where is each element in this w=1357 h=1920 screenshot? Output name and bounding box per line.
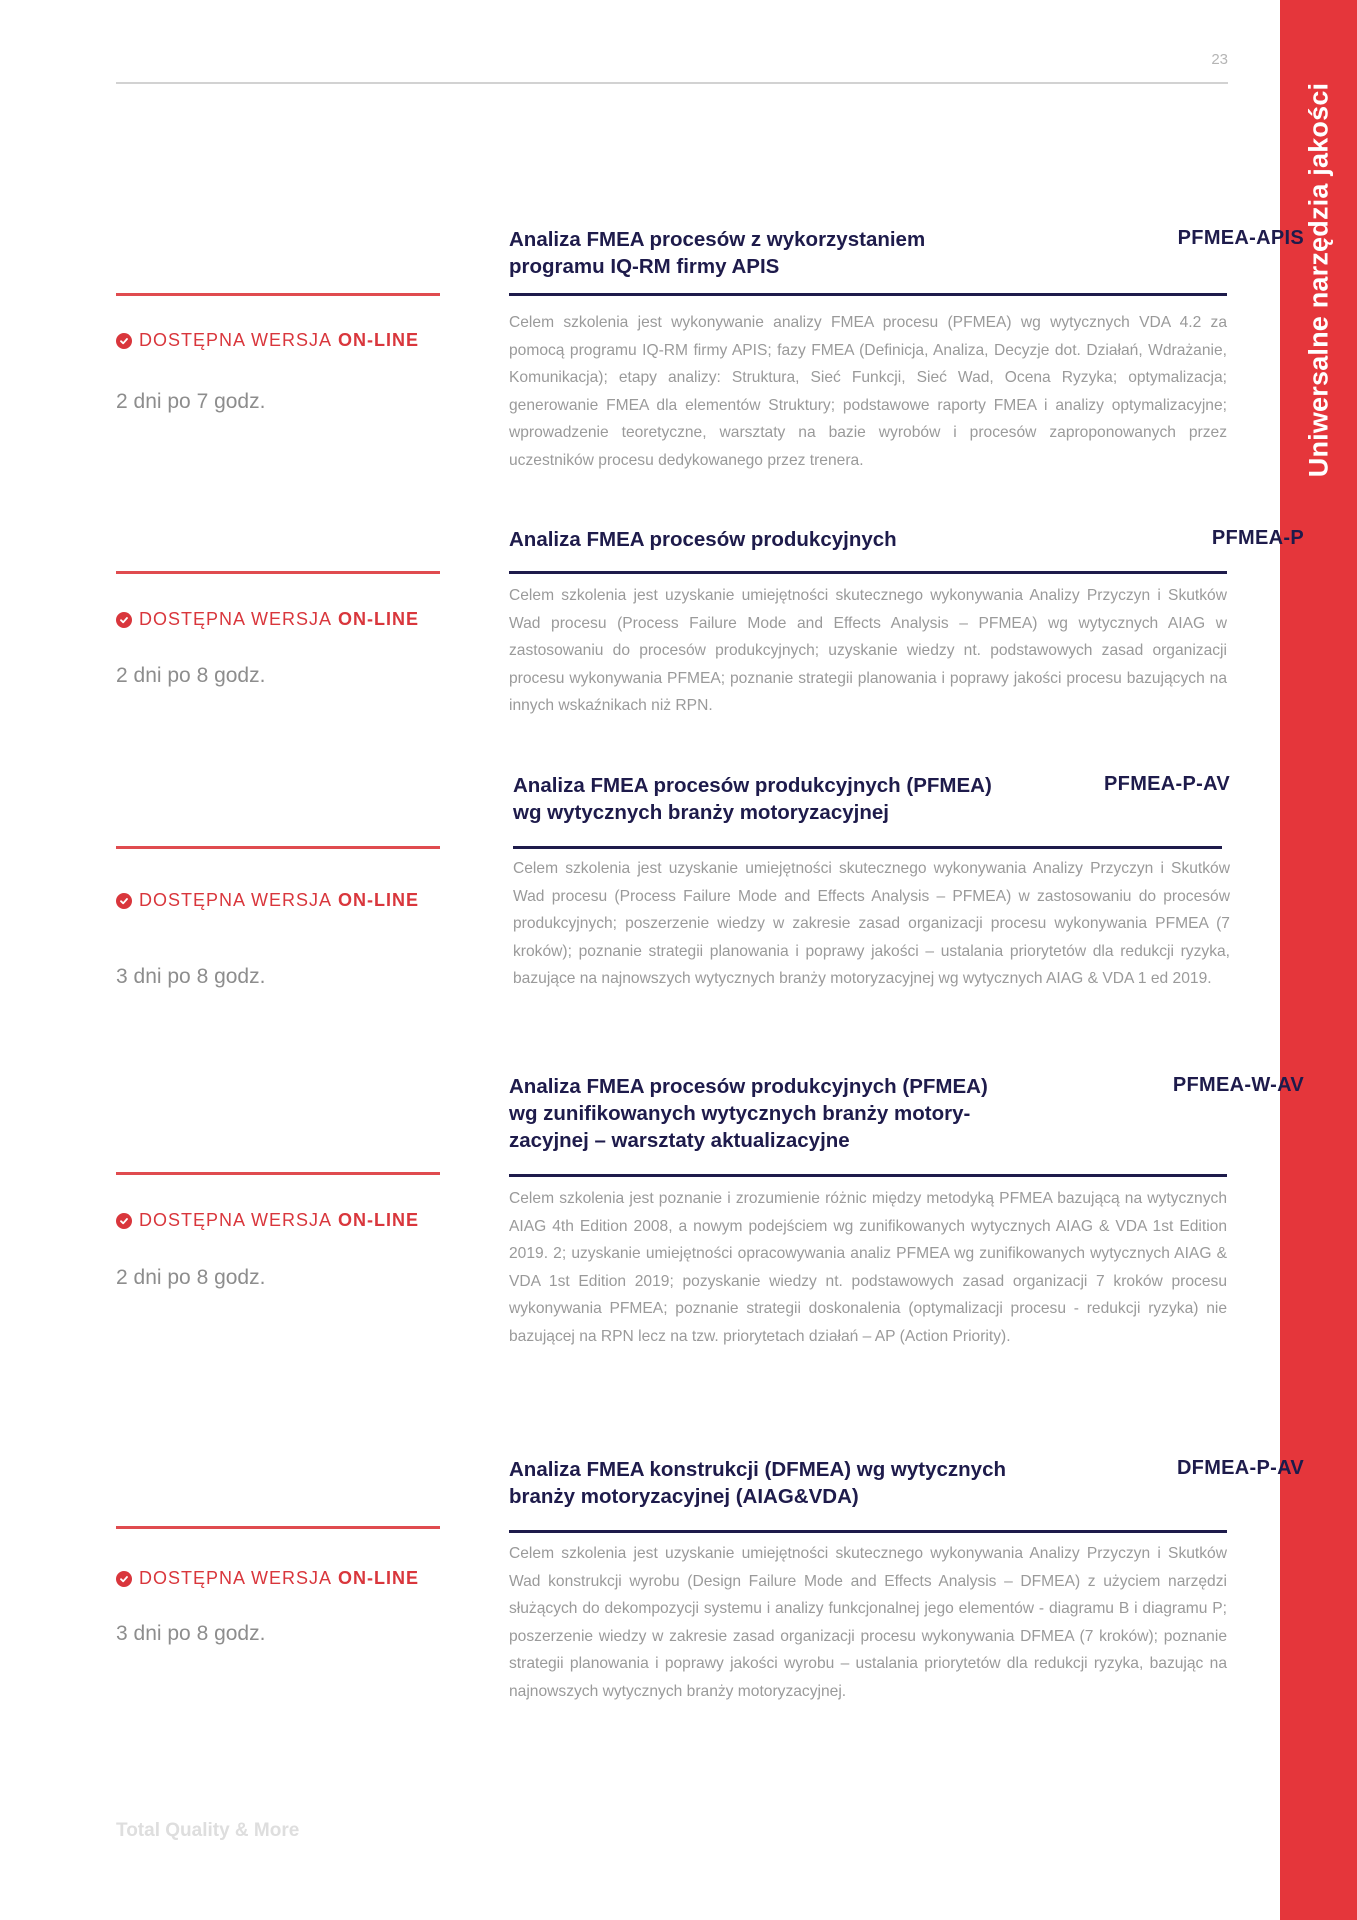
course-title-line: Analiza FMEA procesów z wykorzystaniem <box>509 228 926 251</box>
header-divider <box>116 82 1228 84</box>
badge-strong-label: ON-LINE <box>338 609 420 629</box>
course-description: Celem szkolenia jest uzyskanie umiejętności skutecznego wykonywania Analizy Przyczyn i Skutków Wad konstrukcji wyrobu (Design Failure Mode and Effects Analysis – DFMEA) z użyciem narzędzi służących do dekompozycji systemu i analizy funkcjonalnej jego elementów - diagramu B i diagramu P; poszerzenie wiedzy w zakresie zasad organizacji procesu wykonywania DFMEA (7 kroków); poznanie strategii planowania i poprawy jakości wyrobu – ustalania priorytetów dla redukcji ryzyka, bazując na najnowszych wytycznych branży motoryzacyjnej. <box>509 1545 1227 1700</box>
course-duration: 2 dni po 8 godz. <box>116 1266 266 1289</box>
course-title-line: zacyjnej – warsztaty aktualizacyjne <box>509 1129 850 1152</box>
course-description: Celem szkolenia jest uzyskanie umiejętności skutecznego wykonywania Analizy Przyczyn i Skutków Wad procesu (Process Failure Mode and Effects Analysis – PFMEA) wg wytycznych AIAG w zastosowaniu do procesów produkcyjnych; uzyskanie wiedzy nt. podstawowych zasad organizacji procesu wykonywania PFMEA; poznanie strategii planowania i poprawy jakości procesu bazujących na innych wskaźnikach niż RPN. <box>509 587 1227 715</box>
page-number: 23 <box>1211 51 1228 68</box>
course-code: PFMEA-APIS <box>1177 227 1304 249</box>
badge-label: DOSTĘPNA WERSJA <box>139 609 333 629</box>
online-badge <box>116 890 419 911</box>
course-code: PFMEA-P <box>1211 527 1304 549</box>
title-divider <box>509 571 1227 574</box>
accent-divider <box>116 1526 440 1529</box>
check-circle-icon <box>116 1213 132 1229</box>
course-title-line: Analiza FMEA konstrukcji (DFMEA) wg wytycznych <box>509 1458 1007 1481</box>
accent-divider <box>116 293 440 296</box>
badge-label: DOSTĘPNA WERSJA <box>139 1568 333 1588</box>
title-divider <box>509 293 1227 296</box>
course-title <box>509 1456 1029 1510</box>
badge-strong-label: ON-LINE <box>338 890 420 910</box>
online-badge <box>116 330 419 351</box>
online-badge <box>116 609 419 630</box>
course-title-line: branży motoryzacyjnej (AIAG&VDA) <box>509 1485 859 1508</box>
course-title-line: programu IQ-RM firmy APIS <box>509 255 780 278</box>
accent-divider <box>116 846 440 849</box>
course-title <box>509 1073 1029 1154</box>
title-divider <box>509 1530 1227 1533</box>
badge-strong-label: ON-LINE <box>338 1210 420 1230</box>
course-duration: 3 dni po 8 godz. <box>116 965 266 988</box>
badge-label: DOSTĘPNA WERSJA <box>139 1210 333 1230</box>
course-title <box>509 526 1029 553</box>
chapter-title: Uniwersalne narzędzia jakości <box>1303 82 1334 478</box>
course-title-line: Analiza FMEA procesów produkcyjnych (PFMEA) <box>513 774 992 797</box>
course-title <box>509 226 1029 280</box>
course-title-line: Analiza FMEA procesów produkcyjnych (PFMEA) <box>509 1075 988 1098</box>
accent-divider <box>116 1172 440 1175</box>
check-circle-icon <box>116 612 132 628</box>
footer-brand: Total Quality & More <box>116 1820 300 1841</box>
title-divider <box>509 1174 1227 1177</box>
course-title-line: wg wytycznych branży motoryzacyjnej <box>513 801 889 824</box>
course-title-line: wg zunifikowanych wytycznych branży motory- <box>509 1102 971 1125</box>
badge-label: DOSTĘPNA WERSJA <box>139 330 333 350</box>
course-title <box>513 772 1033 826</box>
course-description: Celem szkolenia jest uzyskanie umiejętności skutecznego wykonywania Analizy Przyczyn i Skutków Wad procesu (Process Failure Mode and Effects Analysis – PFMEA) w zastosowaniu do procesów produkcyjnych; poszerzenie wiedzy w zakresie zasad organizacji procesu wykonywania PFMEA (7 kroków); poznanie strategii planowania i poprawy jakości – ustalania priorytetów dla redukcji ryzyka, bazujące na najnowszych wytycznych branży motoryzacyjnej wg wytycznych AIAG & VDA 1 ed 2019. <box>513 860 1230 988</box>
course-code: PFMEA-P-AV <box>1104 773 1230 795</box>
online-badge <box>116 1210 419 1231</box>
course-title-line: Analiza FMEA procesów produkcyjnych <box>509 528 897 551</box>
title-divider <box>513 846 1222 849</box>
course-duration: 2 dni po 7 godz. <box>116 390 266 413</box>
course-code: PFMEA-W-AV <box>1172 1074 1304 1096</box>
accent-divider <box>116 571 440 574</box>
check-circle-icon <box>116 893 132 909</box>
badge-label: DOSTĘPNA WERSJA <box>139 890 333 910</box>
online-badge <box>116 1568 419 1589</box>
course-duration: 2 dni po 8 godz. <box>116 664 266 687</box>
course-duration: 3 dni po 8 godz. <box>116 1622 266 1645</box>
badge-strong-label: ON-LINE <box>338 1568 420 1588</box>
course-code: DFMEA-P-AV <box>1176 1457 1304 1479</box>
check-circle-icon <box>116 1571 132 1587</box>
check-circle-icon <box>116 333 132 349</box>
badge-strong-label: ON-LINE <box>338 330 420 350</box>
course-description: Celem szkolenia jest poznanie i zrozumienie różnic między metodyką PFMEA bazującą na wytycznych AIAG 4th Edition 2008, a nowym podejściem wg zunifikowanych wytycznych AIAG & VDA 1st Edition 2019. 2; uzyskanie umiejętności opracowywania analiz PFMEA wg zunifikowanych wytycznych AIAG & VDA 1st Edition 2019; pozyskanie wiedzy nt. podstawowych zasad organizacji 7 kroków procesu wykonywania PFMEA; poznanie strategii doskonalenia (optymalizacji procesu - redukcji ryzyka) nie bazującej na RPN lecz na tzw. priorytetach działań – AP (Action Priority). <box>509 1190 1227 1345</box>
course-description: Celem szkolenia jest wykonywanie analizy FMEA procesu (PFMEA) wg wytycznych VDA 4.2 za pomocą programu IQ-RM firmy APIS; fazy FMEA (Definicja, Analiza, Decyzje dot. Działań, Wdrażanie, Komunikacja); etapy analizy: Struktura, Sieć Funkcji, Sieć Wad, Ocena Ryzyka; optymalizacja; generowanie FMEA dla elementów Struktury; podstawowe raporty FMEA i analizy optymalizacyjne; wprowadzenie teoretyczne, warsztaty na bazie wyrobów i procesów zaproponowanych przez uczestników procesu dedykowanego przez trenera. <box>509 314 1227 469</box>
